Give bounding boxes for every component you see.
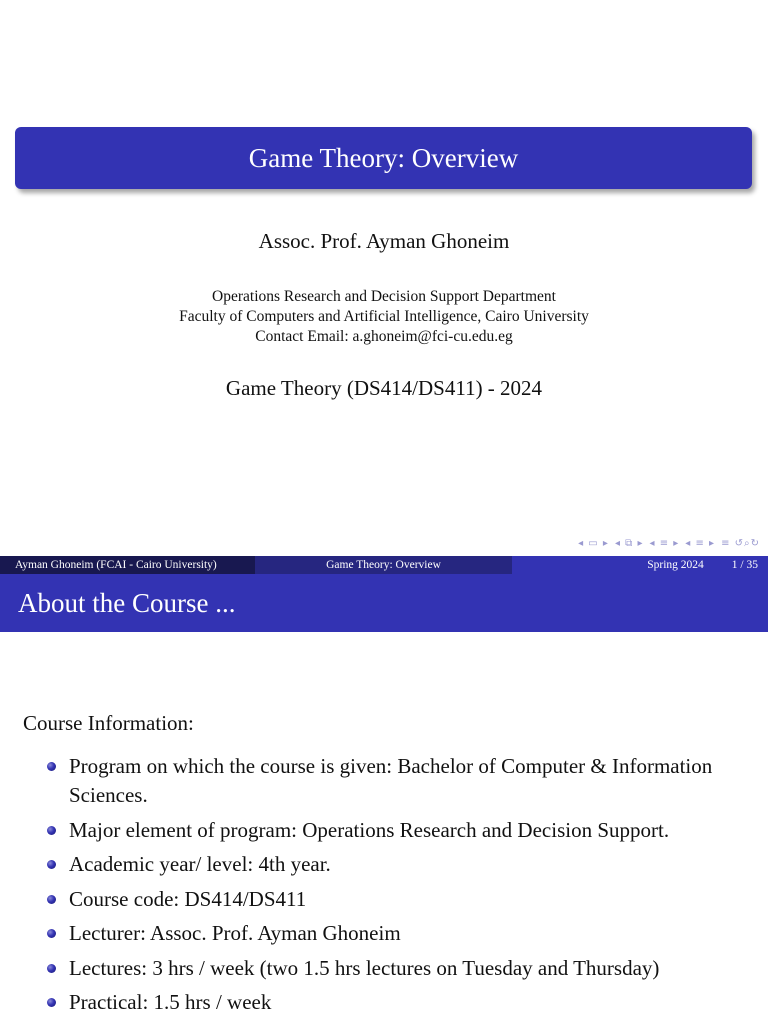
section-label: Course Information: [23,711,194,735]
bullet-icon [47,895,56,904]
bullet-icon [47,762,56,771]
course-info-list [0,752,768,1023]
bullet-icon [47,998,56,1007]
frame-title-bar [0,574,768,632]
nav-subsection-icon[interactable]: ◂ ⧉ ▸ [614,538,644,549]
footline [0,556,768,574]
frame-title: About the Course ... [18,587,236,618]
list-item: Academic year/ level: 4th year. [0,850,768,879]
list-item: Lectures: 3 hrs / week (two 1.5 hrs lectures on Tuesday and Thursday) [0,954,768,983]
nav-toc-icon[interactable]: ◂ ≡ ▸ [685,538,716,549]
affiliation-email: Contact Email: a.ghoneim@fci-cu.edu.eg [255,328,513,345]
bullet-icon [47,826,56,835]
bullet-icon [47,964,56,973]
bullet-icon [47,860,56,869]
course-line: Game Theory (DS414/DS411) - 2024 [225,376,543,400]
navigation-symbols [578,538,760,549]
footer-short-title: Game Theory: Overview [255,556,512,574]
footer-right [512,556,768,574]
title-box [15,127,752,189]
slide-title: Game Theory: Overview [248,142,519,173]
list-item: Major element of program: Operations Research and Decision Support. [0,816,768,845]
nav-section-icon[interactable]: ◂ ≡ ▸ [649,538,680,549]
list-item: Course code: DS414/DS411 [0,885,768,914]
list-item: Practical: 1.5 hrs / week [0,988,768,1017]
author-name: Assoc. Prof. Ayman Ghoneim [258,229,510,253]
nav-search-icon[interactable]: ≡ ↺⌕↻ [721,538,760,549]
affiliation-faculty: Faculty of Computers and Artificial Intelligence, Cairo University [179,308,589,325]
bullet-icon [47,929,56,938]
list-item: Program on which the course is given: Bachelor of Computer & Information Sciences. [0,752,768,810]
affiliation-department: Operations Research and Decision Support Department [212,288,556,305]
footer-page-number: 1 / 35 [731,559,758,571]
list-item: Lecturer: Assoc. Prof. Ayman Ghoneim [0,919,768,948]
nav-frame-icon[interactable]: ◂ ▭ ▸ [578,538,609,549]
footer-author: Ayman Ghoneim (FCAI - Cairo University) [0,556,255,574]
footer-date: Spring 2024 [647,559,704,571]
affiliation-block [0,287,768,347]
